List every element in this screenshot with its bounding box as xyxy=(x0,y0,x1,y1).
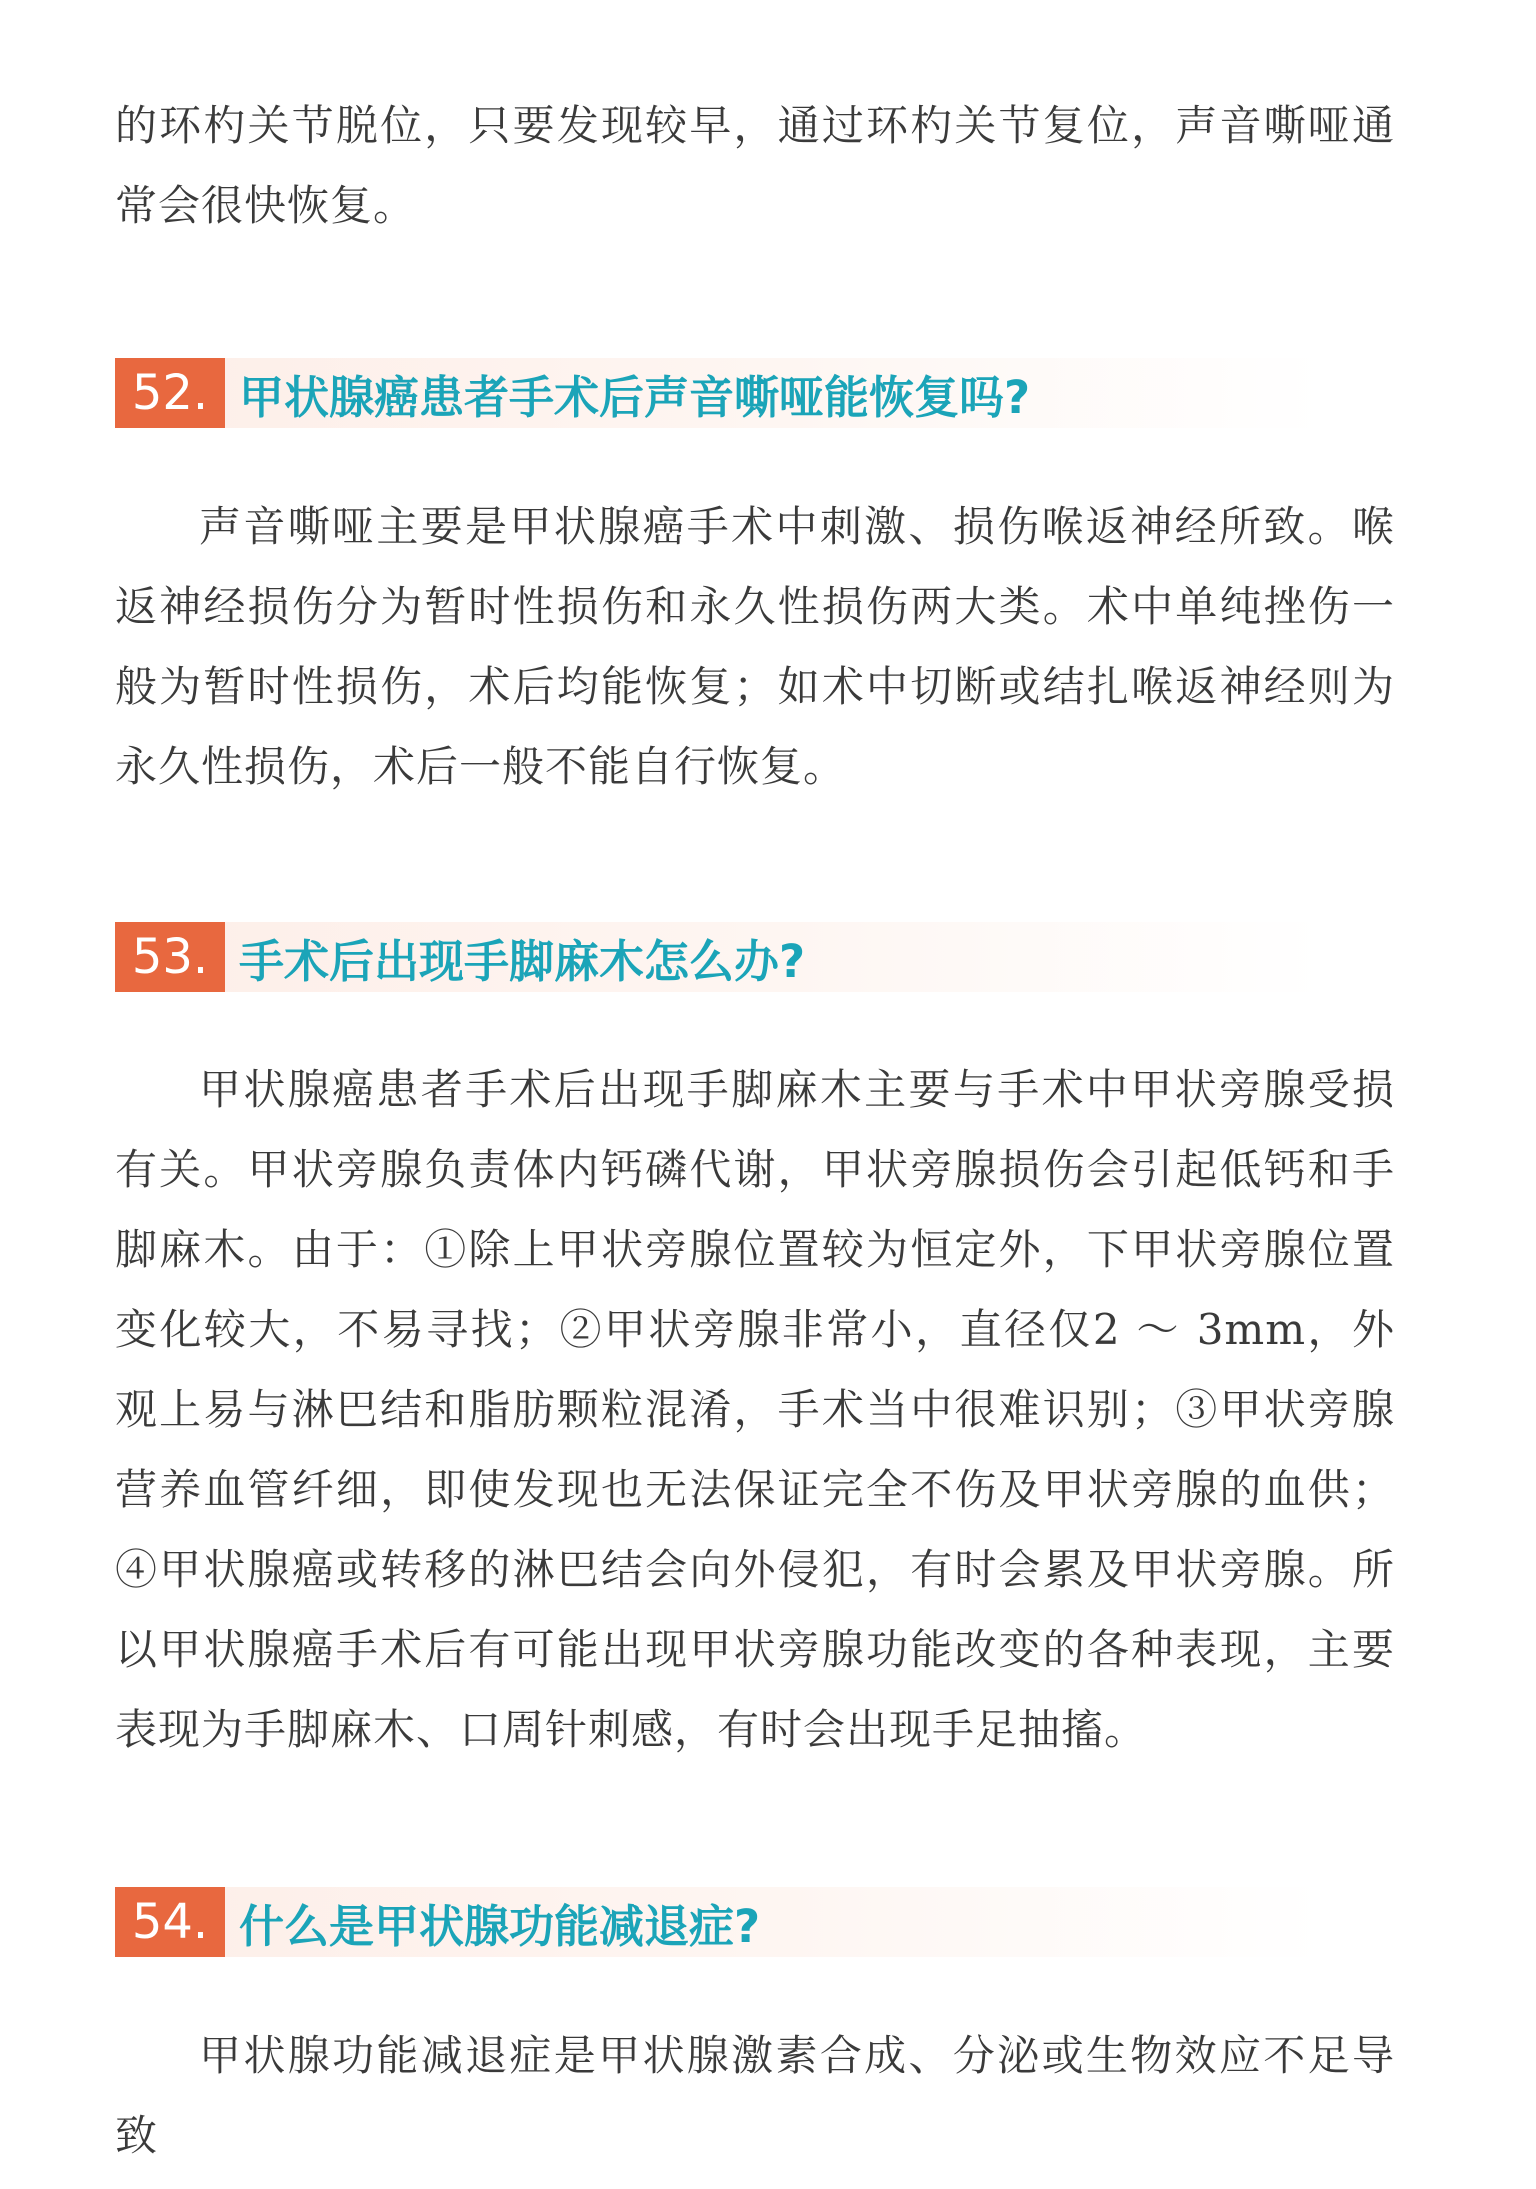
section-number-badge: 54. xyxy=(115,1887,225,1957)
section-heading-54 xyxy=(115,1887,1325,1957)
section-title: 甲状腺癌患者手术后声音嘶哑能恢复吗? xyxy=(239,370,1031,424)
intro-paragraph: 的环杓关节脱位，只要发现较早，通过环杓关节复位，声音嘶哑通常会很快恢复。 xyxy=(115,101,1395,230)
section-title: 手术后出现手脚麻木怎么办? xyxy=(239,934,806,988)
section-body-53: 甲状腺癌患者手术后出现手脚麻木主要与手术中甲状旁腺受损有关。甲状旁腺负责体内钙磷代谢，甲状旁腺损伤会引起低钙和手脚麻木。由于：①除上甲状旁腺位置较为恒定外，下甲状旁腺位置变化较大，不易寻找；②甲状旁腺非常小，直径仅2 ～ 3mm，外观上易与淋巴结和脂肪颗粒混淆，手术当中很难识别；③甲状旁腺营养血管纤细，即使发现也无法保证完全不伤及甲状旁腺的血供；④甲状腺癌或转移的淋巴结会向外侵犯，有时会累及甲状旁腺。所以甲状腺癌手术后有可能出现甲状旁腺功能改变的各种表现，主要表现为手脚麻木、口周针刺感，有时会出现手足抽搐。 xyxy=(115,1065,1395,1754)
section-heading-52 xyxy=(115,358,1325,428)
section-number-badge: 52. xyxy=(115,358,225,428)
section-title: 什么是甲状腺功能减退症? xyxy=(239,1899,761,1953)
section-body-54: 甲状腺功能减退症是甲状腺激素合成、分泌或生物效应不足导致 xyxy=(115,2031,1395,2160)
section-heading-53 xyxy=(115,922,1325,992)
section-number-badge: 53. xyxy=(115,922,225,992)
section-body-52: 声音嘶哑主要是甲状腺癌手术中刺激、损伤喉返神经所致。喉返神经损伤分为暂时性损伤和永久性损伤两大类。术中单纯挫伤一般为暂时性损伤，术后均能恢复；如术中切断或结扎喉返神经则为永久性损伤，术后一般不能自行恢复。 xyxy=(115,502,1395,791)
